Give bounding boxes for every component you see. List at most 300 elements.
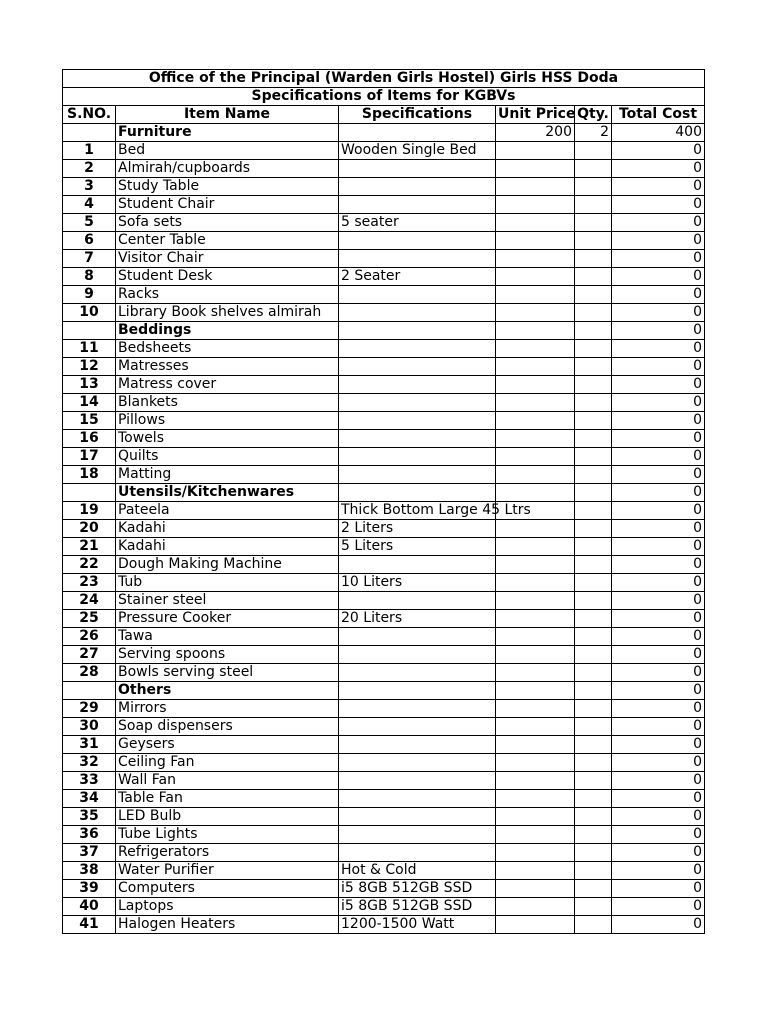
cell-total-cost: 0 [612, 898, 705, 916]
table-row [63, 628, 705, 646]
cell-unit-price [496, 826, 575, 844]
cell-unit-price [496, 142, 575, 160]
cell-total-cost: 0 [612, 142, 705, 160]
cell-unit-price [496, 430, 575, 448]
cell-total-cost: 0 [612, 448, 705, 466]
cell-sno: 16 [63, 430, 116, 448]
cell-unit-price [496, 340, 575, 358]
cell-sno: 20 [63, 520, 116, 538]
table-row [63, 466, 705, 484]
cell-sno: 33 [63, 772, 116, 790]
cell-total-cost: 0 [612, 556, 705, 574]
cell-qty [575, 142, 612, 160]
cell-sno: 29 [63, 700, 116, 718]
cell-total-cost: 0 [612, 880, 705, 898]
cell-specification [339, 448, 496, 466]
cell-specification [339, 160, 496, 178]
cell-unit-price [496, 592, 575, 610]
cell-total-cost: 0 [612, 232, 705, 250]
cell-item-name: Geysers [116, 736, 339, 754]
cell-total-cost: 0 [612, 772, 705, 790]
cell-item-name: Matress cover [116, 376, 339, 394]
cell-item-name: Blankets [116, 394, 339, 412]
cell-specification [339, 124, 496, 142]
document-title: Office of the Principal (Warden Girls Hostel) Girls HSS Doda [63, 70, 705, 88]
cell-sno [63, 124, 116, 142]
cell-unit-price [496, 808, 575, 826]
cell-specification [339, 358, 496, 376]
cell-unit-price [496, 196, 575, 214]
cell-total-cost: 0 [612, 790, 705, 808]
cell-unit-price [496, 790, 575, 808]
cell-item-name: Bowls serving steel [116, 664, 339, 682]
cell-specification: Wooden Single Bed [339, 142, 496, 160]
cell-qty [575, 628, 612, 646]
cell-qty [575, 916, 612, 934]
cell-unit-price [496, 862, 575, 880]
cell-item-name: Refrigerators [116, 844, 339, 862]
cell-qty: 2 [575, 124, 612, 142]
cell-qty [575, 232, 612, 250]
cell-specification [339, 844, 496, 862]
cell-total-cost: 0 [612, 736, 705, 754]
cell-unit-price [496, 610, 575, 628]
cell-unit-price [496, 916, 575, 934]
cell-specification: 5 seater [339, 214, 496, 232]
cell-unit-price [496, 844, 575, 862]
cell-item-name: Tawa [116, 628, 339, 646]
cell-specification [339, 466, 496, 484]
cell-specification [339, 700, 496, 718]
table-row [63, 862, 705, 880]
cell-sno: 40 [63, 898, 116, 916]
table-row [63, 772, 705, 790]
cell-item-name: Soap dispensers [116, 718, 339, 736]
cell-sno: 19 [63, 502, 116, 520]
cell-item-name: Bedsheets [116, 340, 339, 358]
table-row [63, 898, 705, 916]
cell-unit-price [496, 250, 575, 268]
cell-qty [575, 484, 612, 502]
cell-item-name: Laptops [116, 898, 339, 916]
cell-sno: 34 [63, 790, 116, 808]
cell-qty [575, 394, 612, 412]
cell-total-cost: 0 [612, 682, 705, 700]
cell-unit-price [496, 880, 575, 898]
table-row [63, 574, 705, 592]
cell-unit-price [496, 412, 575, 430]
cell-unit-price [496, 466, 575, 484]
table-row [63, 394, 705, 412]
table-row [63, 754, 705, 772]
cell-specification [339, 628, 496, 646]
cell-total-cost: 0 [612, 826, 705, 844]
cell-total-cost: 0 [612, 358, 705, 376]
cell-sno: 11 [63, 340, 116, 358]
cell-unit-price [496, 178, 575, 196]
cell-specification [339, 250, 496, 268]
cell-item-name: Towels [116, 430, 339, 448]
cell-qty [575, 682, 612, 700]
cell-item-name: Mirrors [116, 700, 339, 718]
cell-total-cost: 0 [612, 844, 705, 862]
cell-qty [575, 790, 612, 808]
cell-unit-price [496, 682, 575, 700]
table-row [63, 556, 705, 574]
cell-qty [575, 412, 612, 430]
cell-sno: 27 [63, 646, 116, 664]
cell-item-name: Racks [116, 286, 339, 304]
cell-unit-price [496, 232, 575, 250]
table-row [63, 268, 705, 286]
cell-specification [339, 430, 496, 448]
cell-sno [63, 322, 116, 340]
cell-item-name: Halogen Heaters [116, 916, 339, 934]
cell-item-name: Sofa sets [116, 214, 339, 232]
cell-total-cost: 0 [612, 808, 705, 826]
header-item-name: Item Name [116, 106, 339, 124]
cell-specification: 20 Liters [339, 610, 496, 628]
cell-specification: i5 8GB 512GB SSD [339, 880, 496, 898]
table-row [63, 646, 705, 664]
cell-unit-price [496, 268, 575, 286]
table-row [63, 700, 705, 718]
cell-specification [339, 196, 496, 214]
cell-total-cost: 0 [612, 394, 705, 412]
cell-specification [339, 304, 496, 322]
table-row [63, 214, 705, 232]
table-row [63, 358, 705, 376]
cell-sno: 8 [63, 268, 116, 286]
cell-total-cost: 0 [612, 610, 705, 628]
table-row [63, 178, 705, 196]
cell-sno: 5 [63, 214, 116, 232]
cell-specification [339, 718, 496, 736]
table-row [63, 718, 705, 736]
table-row [63, 736, 705, 754]
table-row [63, 826, 705, 844]
cell-total-cost: 0 [612, 322, 705, 340]
cell-specification [339, 592, 496, 610]
cell-sno: 28 [63, 664, 116, 682]
cell-item-name: Matresses [116, 358, 339, 376]
cell-item-name: Beddings [116, 322, 339, 340]
cell-qty [575, 898, 612, 916]
cell-qty [575, 700, 612, 718]
cell-qty [575, 304, 612, 322]
cell-sno: 4 [63, 196, 116, 214]
cell-total-cost: 0 [612, 340, 705, 358]
cell-sno: 9 [63, 286, 116, 304]
cell-total-cost: 0 [612, 520, 705, 538]
cell-item-name: Pressure Cooker [116, 610, 339, 628]
cell-unit-price [496, 322, 575, 340]
cell-qty [575, 736, 612, 754]
cell-qty [575, 466, 612, 484]
cell-sno: 39 [63, 880, 116, 898]
cell-unit-price [496, 646, 575, 664]
cell-unit-price [496, 628, 575, 646]
cell-sno: 10 [63, 304, 116, 322]
cell-specification [339, 178, 496, 196]
cell-specification: 1200-1500 Watt [339, 916, 496, 934]
cell-specification [339, 754, 496, 772]
cell-item-name: Computers [116, 880, 339, 898]
specifications-table [62, 69, 705, 934]
cell-total-cost: 0 [612, 646, 705, 664]
table-row [63, 916, 705, 934]
cell-item-name: Water Purifier [116, 862, 339, 880]
document-subtitle: Specifications of Items for KGBVs [63, 88, 705, 106]
cell-sno: 15 [63, 412, 116, 430]
cell-item-name: Table Fan [116, 790, 339, 808]
cell-item-name: Matting [116, 466, 339, 484]
cell-specification: 10 Liters [339, 574, 496, 592]
cell-sno: 32 [63, 754, 116, 772]
cell-unit-price [496, 700, 575, 718]
cell-sno: 1 [63, 142, 116, 160]
cell-total-cost: 0 [612, 466, 705, 484]
cell-qty [575, 358, 612, 376]
cell-qty [575, 430, 612, 448]
cell-qty [575, 844, 612, 862]
cell-specification [339, 646, 496, 664]
cell-total-cost: 0 [612, 196, 705, 214]
cell-specification: Thick Bottom Large 45 Ltrs [339, 502, 496, 520]
cell-item-name: Bed [116, 142, 339, 160]
cell-unit-price [496, 538, 575, 556]
table-row [63, 808, 705, 826]
cell-sno: 38 [63, 862, 116, 880]
cell-qty [575, 610, 612, 628]
cell-item-name: Others [116, 682, 339, 700]
table-row [63, 304, 705, 322]
cell-unit-price [496, 772, 575, 790]
table-row [63, 502, 705, 520]
cell-total-cost: 0 [612, 304, 705, 322]
cell-unit-price [496, 358, 575, 376]
section-row [63, 484, 705, 502]
cell-qty [575, 826, 612, 844]
cell-sno [63, 682, 116, 700]
cell-unit-price [496, 394, 575, 412]
cell-unit-price [496, 160, 575, 178]
cell-specification [339, 826, 496, 844]
cell-unit-price [496, 304, 575, 322]
cell-item-name: Pillows [116, 412, 339, 430]
cell-item-name: Student Desk [116, 268, 339, 286]
cell-sno: 13 [63, 376, 116, 394]
cell-unit-price [496, 214, 575, 232]
cell-qty [575, 880, 612, 898]
cell-sno: 23 [63, 574, 116, 592]
table-row [63, 286, 705, 304]
cell-qty [575, 502, 612, 520]
cell-item-name: Student Chair [116, 196, 339, 214]
cell-specification: 5 Liters [339, 538, 496, 556]
table-row [63, 142, 705, 160]
table-row [63, 412, 705, 430]
table-row [63, 448, 705, 466]
cell-qty [575, 556, 612, 574]
cell-specification: 2 Liters [339, 520, 496, 538]
cell-sno: 12 [63, 358, 116, 376]
cell-qty [575, 754, 612, 772]
cell-total-cost: 0 [612, 250, 705, 268]
cell-qty [575, 646, 612, 664]
cell-sno: 30 [63, 718, 116, 736]
cell-specification [339, 790, 496, 808]
cell-sno: 35 [63, 808, 116, 826]
section-row [63, 322, 705, 340]
cell-total-cost: 0 [612, 754, 705, 772]
cell-item-name: Wall Fan [116, 772, 339, 790]
cell-sno: 3 [63, 178, 116, 196]
cell-item-name: Center Table [116, 232, 339, 250]
cell-unit-price [496, 664, 575, 682]
table-row [63, 232, 705, 250]
cell-qty [575, 520, 612, 538]
cell-qty [575, 376, 612, 394]
cell-total-cost: 0 [612, 268, 705, 286]
cell-item-name: Visitor Chair [116, 250, 339, 268]
cell-unit-price [496, 286, 575, 304]
header-row [63, 106, 705, 124]
header-sno: S.NO. [63, 106, 116, 124]
cell-item-name: Stainer steel [116, 592, 339, 610]
cell-total-cost: 0 [612, 286, 705, 304]
cell-qty [575, 808, 612, 826]
cell-sno: 17 [63, 448, 116, 466]
cell-qty [575, 286, 612, 304]
cell-item-name: LED Bulb [116, 808, 339, 826]
cell-total-cost: 0 [612, 718, 705, 736]
cell-specification [339, 808, 496, 826]
cell-total-cost: 0 [612, 592, 705, 610]
cell-specification [339, 736, 496, 754]
cell-item-name: Dough Making Machine [116, 556, 339, 574]
cell-sno: 26 [63, 628, 116, 646]
cell-total-cost: 0 [612, 214, 705, 232]
cell-total-cost: 0 [612, 628, 705, 646]
cell-unit-price [496, 754, 575, 772]
cell-specification: i5 8GB 512GB SSD [339, 898, 496, 916]
table-row [63, 592, 705, 610]
cell-unit-price [496, 898, 575, 916]
cell-item-name: Pateela [116, 502, 339, 520]
cell-total-cost: 0 [612, 574, 705, 592]
table-row [63, 790, 705, 808]
table-row [63, 376, 705, 394]
cell-total-cost: 0 [612, 412, 705, 430]
cell-item-name: Tube Lights [116, 826, 339, 844]
cell-total-cost: 0 [612, 700, 705, 718]
cell-total-cost: 0 [612, 430, 705, 448]
cell-sno: 41 [63, 916, 116, 934]
cell-qty [575, 664, 612, 682]
cell-qty [575, 448, 612, 466]
cell-specification: Hot & Cold [339, 862, 496, 880]
cell-item-name: Kadahi [116, 538, 339, 556]
subtitle-row [63, 88, 705, 106]
cell-item-name: Quilts [116, 448, 339, 466]
table-row [63, 520, 705, 538]
cell-qty [575, 592, 612, 610]
cell-sno: 6 [63, 232, 116, 250]
table-row [63, 610, 705, 628]
cell-qty [575, 268, 612, 286]
cell-item-name: Furniture [116, 124, 339, 142]
cell-unit-price [496, 376, 575, 394]
table-row [63, 340, 705, 358]
cell-specification [339, 556, 496, 574]
table-row [63, 844, 705, 862]
table-row [63, 196, 705, 214]
cell-qty [575, 178, 612, 196]
section-row [63, 682, 705, 700]
header-unit-price: Unit Price [496, 106, 575, 124]
cell-sno: 24 [63, 592, 116, 610]
table-row [63, 430, 705, 448]
cell-total-cost: 0 [612, 538, 705, 556]
cell-specification [339, 322, 496, 340]
cell-total-cost: 0 [612, 664, 705, 682]
cell-qty [575, 718, 612, 736]
cell-item-name: Almirah/cupboards [116, 160, 339, 178]
header-specifications: Specifications [339, 106, 496, 124]
cell-qty [575, 772, 612, 790]
cell-item-name: Ceiling Fan [116, 754, 339, 772]
cell-sno: 18 [63, 466, 116, 484]
cell-sno: 22 [63, 556, 116, 574]
cell-item-name: Library Book shelves almirah [116, 304, 339, 322]
cell-total-cost: 0 [612, 376, 705, 394]
cell-qty [575, 574, 612, 592]
cell-sno [63, 484, 116, 502]
cell-sno: 31 [63, 736, 116, 754]
table-row [63, 880, 705, 898]
cell-total-cost: 0 [612, 916, 705, 934]
cell-unit-price: 200 [496, 124, 575, 142]
cell-item-name: Tub [116, 574, 339, 592]
cell-unit-price [496, 448, 575, 466]
header-total-cost: Total Cost [612, 106, 705, 124]
cell-specification [339, 664, 496, 682]
cell-qty [575, 160, 612, 178]
cell-qty [575, 538, 612, 556]
cell-unit-price [496, 736, 575, 754]
cell-item-name: Kadahi [116, 520, 339, 538]
cell-specification [339, 682, 496, 700]
cell-unit-price [496, 718, 575, 736]
cell-sno: 37 [63, 844, 116, 862]
cell-unit-price [496, 484, 575, 502]
cell-sno: 14 [63, 394, 116, 412]
cell-qty [575, 214, 612, 232]
table-row [63, 538, 705, 556]
cell-qty [575, 322, 612, 340]
cell-specification [339, 394, 496, 412]
cell-item-name: Serving spoons [116, 646, 339, 664]
cell-total-cost: 0 [612, 862, 705, 880]
cell-total-cost: 0 [612, 502, 705, 520]
table-row [63, 250, 705, 268]
cell-specification [339, 286, 496, 304]
title-row [63, 70, 705, 88]
section-row [63, 124, 705, 142]
cell-unit-price [496, 574, 575, 592]
table-row [63, 160, 705, 178]
